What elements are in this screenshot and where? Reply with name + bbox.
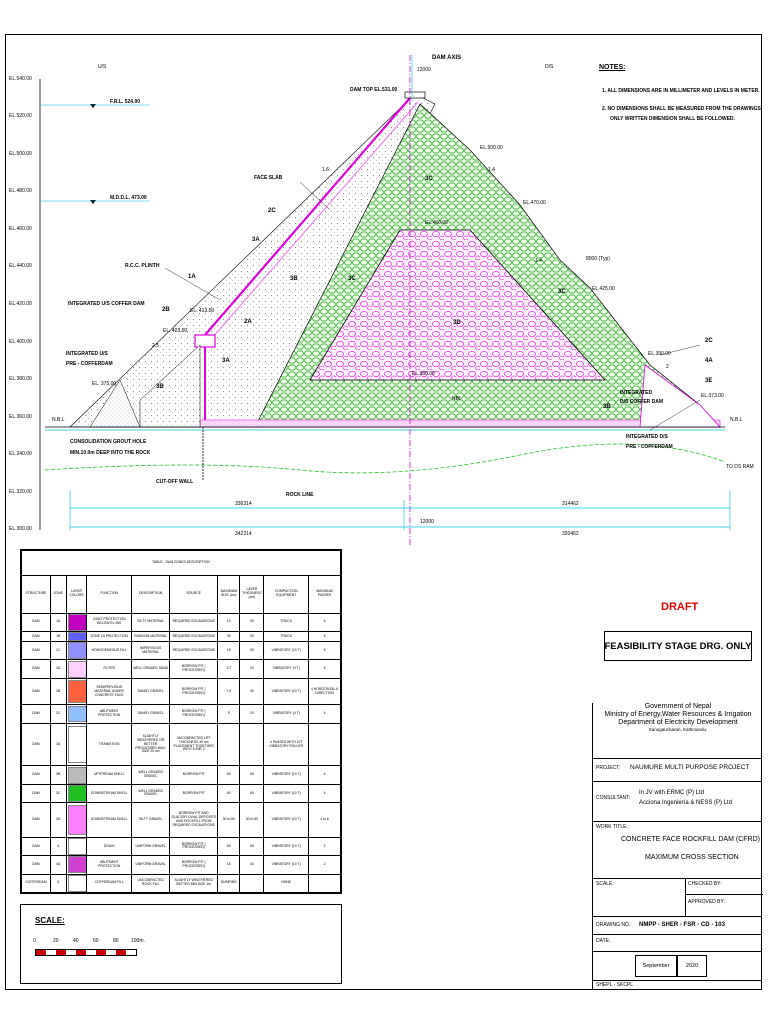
table-cell: 4A — [50, 856, 66, 874]
table-header: COMPACTION EQUIPMENT — [264, 576, 309, 614]
table-cell: JOINT PROTECTION BELOW EL.390 — [87, 613, 132, 631]
table-cell: TRUCK — [264, 631, 309, 641]
table-cell: 7.5 — [218, 678, 240, 705]
table-row — [22, 613, 341, 631]
gov-line: Ministry of Energy,Water Resources & Irrigation — [604, 711, 752, 719]
dim-right: 314462 — [562, 501, 579, 507]
scale-heading: SCALE: — [35, 916, 65, 925]
table-cell: DAM — [22, 660, 51, 678]
el-390-label: EL.390.00 — [648, 351, 671, 357]
consultant-line: In JV with ERMC (P) Ltd — [639, 790, 705, 796]
table-row — [22, 660, 341, 678]
table-cell: DOWNSTREAM SHELL — [87, 803, 132, 838]
layer-color-swatch — [66, 723, 87, 766]
gov-line: Department of Electricity Development — [618, 719, 738, 727]
elevation-label: EL.320.00 — [9, 489, 32, 495]
zone-label: 3D — [453, 320, 461, 326]
feasibility-box: FEASIBILITY STAGE DRG. ONLY — [604, 631, 752, 661]
table-row — [22, 784, 341, 802]
upstream-label: U/S — [98, 64, 107, 70]
nbl-left-label: N.B.L — [52, 417, 65, 423]
dam-axis-label: DAM AXIS — [432, 55, 462, 61]
layer-color-swatch — [66, 642, 87, 660]
elevation-label: EL.300.00 — [9, 526, 32, 532]
ds-coffer-label: INTEGRATED — [620, 390, 653, 396]
scale-tick: 20 — [53, 938, 59, 944]
table-row — [22, 874, 341, 892]
table-cell: DAM — [22, 856, 51, 874]
swatch-icon — [68, 805, 87, 836]
table-cell: 60 — [218, 837, 240, 855]
table-header: MAXIMUM SIZE (cm) — [218, 576, 240, 614]
cutoff-wall-label: CUT-OFF WALL — [156, 479, 194, 485]
frl-label: F.R.L. 524.00 — [110, 99, 141, 105]
table-header: SOURCE — [170, 576, 218, 614]
table-cell: SANDY GRAVEL — [132, 705, 170, 723]
table-cell: DRAIN — [87, 837, 132, 855]
el-375-label: EL. 375.00 — [92, 381, 117, 387]
el-380-label: EL.380.00 — [412, 371, 435, 377]
draft-stamp: DRAFT — [661, 601, 699, 613]
table-cell: DAM — [22, 705, 51, 723]
gov-line: Sanogaucharan, Kathmandu. — [648, 727, 708, 733]
layer-color-swatch — [66, 660, 87, 678]
table-cell: 10 — [218, 613, 240, 631]
table-cell: 15 — [218, 856, 240, 874]
government-header — [593, 703, 763, 732]
dim-center: 12000 — [420, 519, 434, 525]
layer-color-swatch — [66, 837, 87, 855]
slope-label: 1.6 — [322, 167, 329, 173]
el-470-label: EL.470.00 — [523, 200, 546, 206]
note-1: 1. ALL DIMENSIONS ARE IN MILLIMETER AND LEVELS IN METER. — [602, 88, 760, 94]
table-header-row — [22, 576, 341, 614]
zone-label: 3A — [222, 358, 230, 364]
table-cell: 3D — [50, 803, 66, 838]
footer-label: SHEPL - SKCPL — [596, 982, 634, 988]
swatch-icon — [68, 642, 87, 659]
table-cell: 5 — [218, 705, 240, 723]
to-ds-ram-label: TO DS RAM — [726, 464, 754, 470]
table-cell: 60 — [218, 766, 240, 784]
elevation-label: EL.400.00 — [9, 339, 32, 345]
work-title-label: WORK TITLE: — [596, 824, 628, 830]
table-cell: 30 — [240, 613, 264, 631]
rock-line — [45, 444, 725, 473]
elevation-label: EL.420.00 — [9, 301, 32, 307]
berm-label: 8000 (Typ) — [586, 256, 610, 262]
zone-label: 3A — [252, 237, 260, 243]
table-cell: BORROW PIT AND GLACIOFLUVIAL DEPOSITS AND ROCKFILL FROM REQUIRED EXCAVATIONS — [170, 803, 218, 838]
table-cell: 3C — [50, 784, 66, 802]
scale-tick: 0 — [33, 938, 36, 944]
table-cell: VIBRATORY (10 T) — [264, 856, 309, 874]
table-cell: 40 — [240, 678, 264, 705]
layer-color-swatch — [66, 613, 87, 631]
table-cell: 1B — [50, 631, 66, 641]
dim-left: 336314 — [235, 501, 252, 507]
zone-label: 2A — [244, 319, 252, 325]
dim-left-2: 342314 — [235, 531, 252, 537]
table-cell: 3.7 — [218, 660, 240, 678]
us-pre-coffer-label-2: PRE - COFFERDAM — [66, 361, 113, 367]
el-373-label: EL.373.00 — [701, 393, 724, 399]
downstream-label: D/S — [545, 64, 554, 70]
table-cell: BORROW PIT ( PROCESSED) — [170, 705, 218, 723]
swatch-icon — [68, 726, 87, 764]
table-cell: SLIGHTLY WEATHERED OR BETTER PROCESSED MAX. SIZE 20 cm — [132, 723, 170, 766]
table-cell: DUMPING — [218, 874, 240, 892]
table-row — [22, 856, 341, 874]
table-header: STRUCTURE — [22, 576, 51, 614]
table-cell: 6 — [309, 660, 341, 678]
table-row — [22, 631, 341, 641]
rcc-plinth — [195, 335, 215, 347]
elevation-label: EL.340.00 — [9, 451, 32, 457]
date-label: DATE: — [596, 938, 611, 944]
zone-label: 1A — [188, 274, 196, 280]
table-cell: SILTY MATERIAL — [132, 613, 170, 631]
table-cell: WELL GRADED GRAVEL — [132, 784, 170, 802]
elevation-label: EL.540.00 — [9, 76, 32, 82]
checked-by-label: CHECKED BY: — [688, 881, 722, 887]
table-cell: VIBRATORY (4 T) — [264, 705, 309, 723]
slope-label: 1.4 — [488, 167, 495, 173]
table-header: LAYER COLORS — [66, 576, 87, 614]
table-cell: 1C — [50, 642, 66, 660]
face-slab-label: FACE SLAB — [254, 175, 283, 181]
table-cell: 30 — [218, 631, 240, 641]
slope-label: 1.4 — [535, 258, 542, 264]
table-cell: 3B — [50, 766, 66, 784]
table-cell: BORROW PIT ( PROCESSED) — [170, 856, 218, 874]
slope-label: 2 — [666, 364, 669, 370]
swatch-icon — [68, 875, 87, 892]
layer-color-swatch — [66, 705, 87, 723]
table-cell: DAM — [22, 613, 51, 631]
table-cell: UNCOMPACTED ROCK FILL — [132, 874, 170, 892]
layer-color-swatch — [66, 784, 87, 802]
note-2-cont: ONLY WRITTEN DIMENSION SHALL BE FOLLOWED. — [610, 116, 735, 122]
table-cell: HOMOGENEOUS FILL — [87, 642, 132, 660]
work-title-2: MAXIMUM CROSS SECTION — [645, 854, 739, 861]
zone-label: 2C — [705, 338, 713, 344]
consultant-label: CONSULTANT: — [596, 795, 630, 801]
table-cell: UNIFORM GRAVEL — [132, 837, 170, 855]
rcc-plinth-label: R.C.C. PLINTH — [125, 263, 160, 269]
swatch-icon — [68, 856, 87, 873]
nbl-right-label: N.B.L — [730, 417, 743, 423]
table-cell: NONE — [264, 874, 309, 892]
table-cell: BORROW PIT ( PROCESSED) — [170, 678, 218, 705]
table-cell: ABUTMENT PROTECTION — [87, 705, 132, 723]
note-2: 2. NO DIMENSIONS SHALL BE MEASURED FROM THE DRAWINGS — [602, 106, 761, 112]
table-cell: RANDOM MATERIAL — [132, 631, 170, 641]
scale-tick: 100m. — [131, 938, 145, 944]
elevation-label: EL.360.00 — [9, 414, 32, 420]
table-cell: 5 — [50, 874, 66, 892]
table-cell: 30 to 60 — [240, 803, 264, 838]
zone-label: 3B — [603, 404, 611, 410]
consolidation-label: CONSOLIDATION GROUT HOLE — [70, 439, 147, 445]
table-cell: DAM — [22, 766, 51, 784]
table-cell: TRUCK — [264, 613, 309, 631]
approved-by-label: APPROVED BY: — [688, 899, 725, 905]
table-cell: DAM — [22, 631, 51, 641]
el-413-label: EL. 413.50 — [190, 308, 215, 314]
table-cell: 30 — [240, 631, 264, 641]
axis-dimension: 12000 — [417, 67, 431, 73]
zone-label: 2C — [268, 208, 276, 214]
table-cell: FILTER — [87, 660, 132, 678]
table-cell: BORROW PIT — [170, 766, 218, 784]
table-caption: TABLE - DAM ZONES DESCRIPTION — [22, 551, 341, 576]
scale-tick: 40 — [73, 938, 79, 944]
table-cell: 20 — [240, 660, 264, 678]
table-cell: DAM — [22, 723, 51, 766]
table-cell: UNCOMPACTED LIFT THICKNESS 40 cm PLACEMENT TOGETHER WITH ZONE 2 — [170, 723, 218, 766]
table-cell: WELL GRADED GRAVEL — [132, 766, 170, 784]
table-cell: VIBRATORY (10 T) — [264, 678, 309, 705]
table-cell: COFFERDAM — [22, 874, 51, 892]
table-cell: 6 — [309, 631, 341, 641]
table-cell: VIBRATORY (10 T) — [264, 784, 309, 802]
table-cell: TRANSITION — [87, 723, 132, 766]
scale-box — [20, 904, 342, 984]
consolidation-label-2: MIN.10.0m DEEP INTO THE ROCK — [70, 450, 151, 456]
zone-label: 3B — [156, 384, 164, 390]
table-row — [22, 705, 341, 723]
el-403-label: EL. 403.50 — [163, 328, 188, 334]
table-cell: 60 — [240, 837, 264, 855]
table-header: DESCRIPTION — [132, 576, 170, 614]
table-cell: VIBRATORY (10 T) — [264, 766, 309, 784]
table-cell: 20 — [240, 705, 264, 723]
layer-color-swatch — [66, 856, 87, 874]
table-cell: DOWNSTREAM SHELL — [87, 784, 132, 802]
table-cell: 4 to 6 — [309, 803, 341, 838]
elevation-label: EL.460.00 — [9, 226, 32, 232]
el-460-label: EL.460.00 — [425, 220, 448, 226]
table-cell: 2 — [309, 856, 341, 874]
table-cell: BORROW PIT ( PROCESSED) — [170, 660, 218, 678]
table-cell: 3A — [50, 723, 66, 766]
swatch-icon — [68, 838, 87, 855]
nbl-center-label: NBL — [452, 396, 462, 402]
swatch-icon — [68, 632, 87, 642]
table-cell: 1A — [50, 613, 66, 631]
table-cell: 2A — [50, 660, 66, 678]
drawing-no-label: DRAWING NO.: — [596, 922, 632, 928]
table-cell: DAM — [22, 642, 51, 660]
table-cell: 2 — [309, 837, 341, 855]
table-cell: 4 HORIZONTAL 6 DIRECTION — [309, 678, 341, 705]
table-row — [22, 837, 341, 855]
date-month: September — [635, 955, 677, 977]
table-row — [22, 678, 341, 705]
zone-label: 3C — [425, 176, 433, 182]
us-pre-coffer-label: INTEGRATED U/S — [66, 351, 108, 357]
dam-top-label: DAM TOP EL.531.00 — [350, 87, 398, 93]
scale-bar — [35, 949, 137, 956]
table-cell: DAM — [22, 837, 51, 855]
table-row — [22, 766, 341, 784]
project-label: PROJECT: — [596, 765, 621, 771]
table-cell: IMPERVIOUS MATERIAL — [132, 642, 170, 660]
layer-color-swatch — [66, 803, 87, 838]
table-row — [22, 803, 341, 838]
layer-color-swatch — [66, 678, 87, 705]
table-cell: UNIFORM GRAVEL — [132, 856, 170, 874]
table-cell: REQUIRED EXCAVATIONS — [170, 631, 218, 641]
table-cell: VIBRATORY (10 T) — [264, 837, 309, 855]
el-500-label: EL.500.00 — [480, 145, 503, 151]
table-cell: VIBRATORY (10 T) — [264, 803, 309, 838]
table-cell — [309, 723, 341, 766]
rock-line-label: ROCK LINE — [286, 492, 314, 498]
swatch-icon — [68, 706, 87, 723]
elevation-label: EL.500.00 — [9, 151, 32, 157]
swatch-icon — [68, 785, 87, 802]
title-block — [592, 703, 762, 990]
table-cell: 6 — [309, 642, 341, 660]
layer-color-swatch — [66, 766, 87, 784]
table-cell: DAM — [22, 784, 51, 802]
zone-label: 2B — [162, 307, 170, 313]
ds-pre-coffer-label: INTEGRATED D/S — [626, 434, 668, 440]
table-cell: 6 — [309, 613, 341, 631]
zone-label: 3E — [705, 378, 713, 384]
table-cell: 60 — [240, 784, 264, 802]
table-cell: 40 — [240, 856, 264, 874]
scale-tick: 60 — [93, 938, 99, 944]
el-425-label: EL.425.00 — [592, 286, 615, 292]
table-cell — [309, 874, 341, 892]
table-cell: VIBRATORY (4 T) — [264, 660, 309, 678]
swatch-icon — [68, 661, 87, 678]
table-cell: SILTY GRAVEL — [132, 803, 170, 838]
work-title-1: CONCRETE FACE ROCKFILL DAM (CFRD) — [621, 836, 760, 843]
table-cell: 4 PASSES WITH 10T VIBRATORY ROLLER — [264, 723, 309, 766]
zone-label: 3C — [348, 276, 356, 282]
table-cell: BORROW PIT ( PROCESSED) — [170, 837, 218, 855]
elevation-label: EL.480.00 — [9, 188, 32, 194]
zone-label: 3B — [290, 276, 298, 282]
table-cell: REQUIRED EXCAVATIONS — [170, 642, 218, 660]
dam-zones-table — [20, 549, 342, 894]
table-cell: UPSTREAM SHELL — [87, 766, 132, 784]
table-cell: SEMIPERVIOUS MATERIAL UNDER CONCRETE FACE — [87, 678, 132, 705]
consultant-line: Acciona Ingeniería & NESS (P) Ltd — [639, 800, 733, 806]
scale-label: SCALE: — [596, 881, 614, 887]
table-cell: SANDY GRAVEL — [132, 678, 170, 705]
project-name: NAUMURE MULTI PURPOSE PROJECT — [630, 764, 750, 771]
us-coffer-label: INTEGRATED U/S COFFER DAM — [68, 301, 145, 307]
table-cell — [218, 723, 240, 766]
elevation-label: EL.520.00 — [9, 113, 32, 119]
elevation-label: EL.440.00 — [9, 263, 32, 269]
gov-line: Government of Nepal — [644, 703, 712, 710]
swatch-icon — [68, 767, 87, 784]
date-year: 2020 — [677, 955, 707, 977]
table-cell: VIBRATORY (10 T) — [264, 642, 309, 660]
table-cell: BORROW PIT — [170, 784, 218, 802]
notes-heading: NOTES: — [599, 64, 626, 71]
table-header: ZONE — [50, 576, 66, 614]
table-cell: ABUTMENT PROTECTION — [87, 856, 132, 874]
scale-tick: 80 — [113, 938, 119, 944]
table-cell: 30 — [240, 642, 264, 660]
table-cell: ZONE 1A PROTECTION — [87, 631, 132, 641]
table-cell: 30 to 60 — [218, 803, 240, 838]
layer-color-swatch — [66, 874, 87, 892]
elevation-label: EL.380.00 — [9, 376, 32, 382]
table-cell: WELL GRADED SAND — [132, 660, 170, 678]
table-cell: 60 — [240, 766, 264, 784]
table-cell: COFFERDAM FILL — [87, 874, 132, 892]
swatch-icon — [68, 680, 87, 704]
mddl-label: M.D.D.L. 473.00 — [110, 195, 147, 201]
swatch-icon — [68, 614, 87, 631]
table-cell — [240, 874, 264, 892]
table-cell: 4 — [309, 784, 341, 802]
table-cell — [240, 723, 264, 766]
table-header: LAYER THICKNESS (cm) — [240, 576, 264, 614]
table-cell: 4 — [50, 837, 66, 855]
ds-coffer-label-2: D/S COFFER DAM — [620, 399, 664, 405]
zone-label: 3C — [558, 289, 566, 295]
zone-label: 4A — [705, 358, 713, 364]
table-cell: 4 — [309, 705, 341, 723]
layer-color-swatch — [66, 631, 87, 641]
table-header: MAXIMUM PASSES — [309, 576, 341, 614]
table-row — [22, 642, 341, 660]
table-cell: SLIGHTLY WEATHERED BETTER MIN SIZE 1m — [170, 874, 218, 892]
dim-right-2: 320462 — [562, 531, 579, 537]
table-cell: 2C — [50, 705, 66, 723]
table-header: FUNCTION — [87, 576, 132, 614]
table-row — [22, 723, 341, 766]
ds-pre-coffer-label-2: PRE - COFFERDAM — [626, 444, 673, 450]
table-cell: DAM — [22, 678, 51, 705]
drawing-number: NMPP - SHER - FSR - CD - 103 — [639, 922, 725, 928]
table-cell: REQUIRED EXCAVATIONS — [170, 613, 218, 631]
table-cell: 4 — [309, 766, 341, 784]
table-cell: 60 — [218, 784, 240, 802]
table-cell: DAM — [22, 803, 51, 838]
table-cell: 2B — [50, 678, 66, 705]
table-cell: 15 — [218, 642, 240, 660]
slope-label: 2.5 — [152, 343, 159, 349]
